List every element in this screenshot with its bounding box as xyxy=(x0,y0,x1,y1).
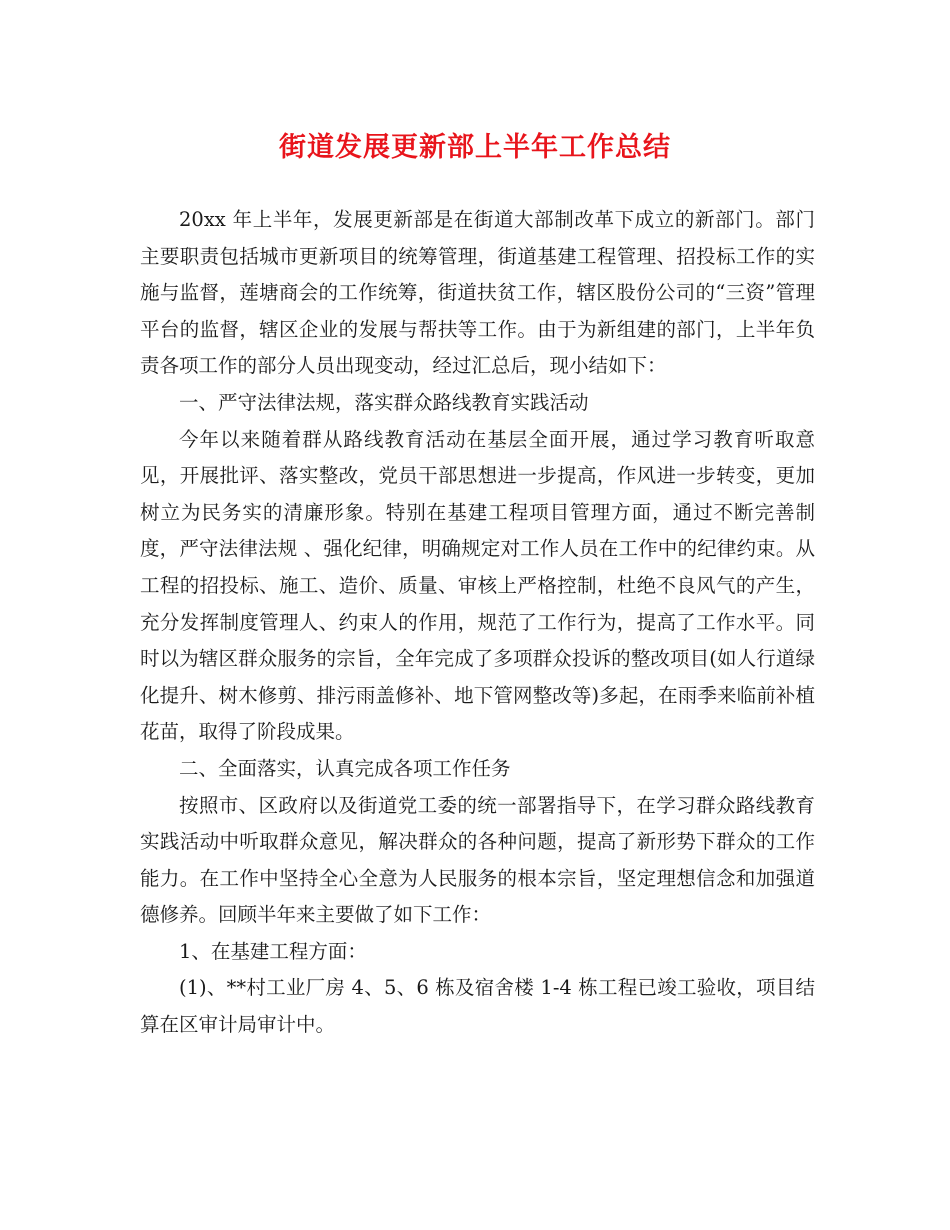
section-heading-2: 二、全面落实，认真完成各项工作任务 xyxy=(179,756,511,780)
section-heading-1: 一、严守法律法规，落实群众路线教育实践活动 xyxy=(179,390,589,414)
document-body xyxy=(140,202,815,1044)
paragraph-intro: 20xx 年上半年，发展更新部是在街道大部制改革下成立的新部门。部门主要职责包括城市更新项目的统筹管理，街道基建工程管理、招投标工作的实施与监督，莲塘商会的工作统筹，街道扶贫工作，辖区股份公司的“三资”管理平台的监督，辖区企业的发展与帮扶等工作。由于为新组建的部门，上半年负责各项工作的部分人员出现变动，经过汇总后，现小结如下： xyxy=(140,208,815,378)
paragraph-section-1: 今年以来随着群从路线教育活动在基层全面开展，通过学习教育听取意见，开展批评、落实整改，党员干部思想进一步提高，作风进一步转变，更加树立为民务实的清廉形象。特别在基建工程项目管理方面，通过不断完善制度，严守法律法规 、强化纪律，明确规定对工作人员在工作中的纪律约束。从工程的招投标、施工、造价、质量、审核上严格控制，杜绝不良风气的产生，充分发挥制度管理人、约束人的作用，规范了工作行为，提高了工作水平。同时以为辖区群众服务的宗旨，全年完成了多项群众投诉的整改项目(如人行道绿化提升、树木修剪、排污雨盖修补、地下管网整改等)多起，在雨季来临前补植花苗，取得了阶段成果。 xyxy=(140,427,815,744)
list-item-1: (1)、**村工业厂房 4、5、6 栋及宿舍楼 1-4 栋工程已竣工验收，项目结算在区审计局审计中。 xyxy=(140,976,815,1037)
paragraph-section-2: 按照市、区政府以及街道党工委的统一部署指导下，在学习群众路线教育实践活动中听取群众意见，解决群众的各种问题，提高了新形势下群众的工作能力。在工作中坚持全心全意为人民服务的根本宗旨，坚定理想信念和加强道德修养。回顾半年来主要做了如下工作： xyxy=(140,793,815,927)
document-title: 街道发展更新部上半年工作总结 xyxy=(279,132,671,163)
subsection-heading-1: 1、在基建工程方面： xyxy=(179,939,367,963)
